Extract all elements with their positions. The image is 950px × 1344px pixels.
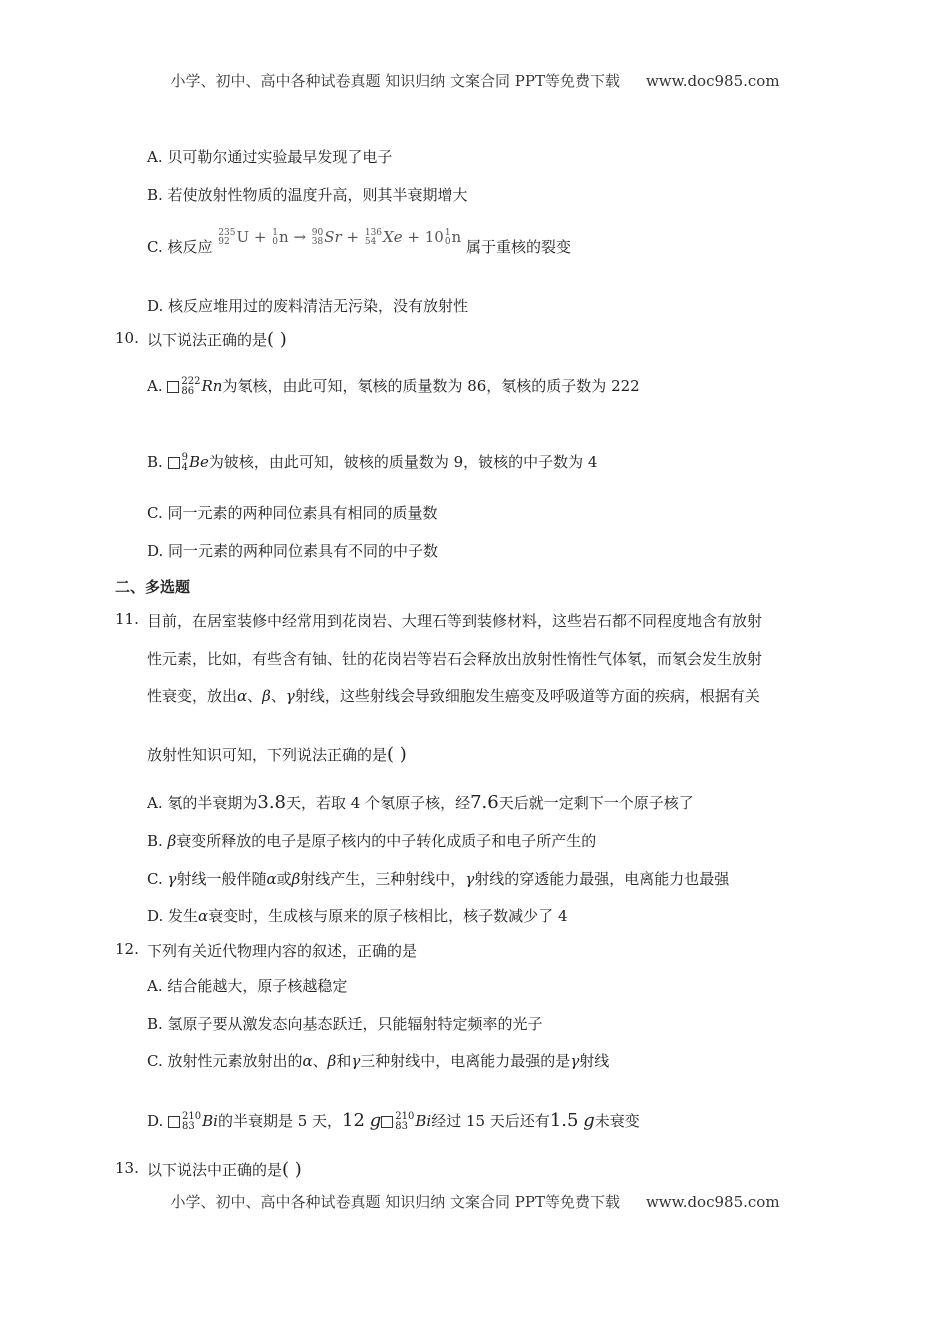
placeholder-box-icon [167, 381, 179, 393]
placeholder-box-icon [168, 1116, 180, 1128]
q10-option-b: B. 9 4 Be为铍核，由此可知，铍核的质量数为 9，铍核的中子数为 4 [147, 452, 598, 473]
q9-option-c-suffix: 属于重核的裂变 [466, 238, 572, 256]
q12-stem: 下列有关近代物理内容的叙述，正确的是 [147, 942, 418, 960]
q9-option-c [147, 228, 572, 257]
section-title: 二、多选题 [115, 578, 191, 596]
q11-option-b: B. β衰变所释放的电子是原子核内的中子转化成质子和电子所产生的 [147, 832, 597, 850]
q11-option-c: C. γ射线一般伴随α或β射线产生，三种射线中，γ射线的穿透能力最强，电离能力也最强 [147, 870, 730, 888]
q10-option-a: A. 222 86 Rn为氡核，由此可知，氡核的质量数为 86，氡核的质子数为 222 [147, 376, 640, 397]
q9-option-c-prefix: C. 核反应 [147, 238, 213, 256]
q12-option-c: C. 放射性元素放射出的α、β和γ三种射线中，电离能力最强的是γ射线 [147, 1052, 610, 1070]
q9-nuclear-equation: 235 92 U + 1 0 n → 90 38 Sr + 136 54 Xe + 10 1 0 n [218, 228, 462, 247]
q12-option-b: B. 氢原子要从激发态向基态跃迁，只能辐射特定频率的光子 [147, 1015, 543, 1033]
page-header [0, 70, 950, 91]
footer-text: 小学、初中、高中各种试卷真题 知识归纳 文案合同 PPT等免费下载 [170, 1193, 620, 1211]
q11-option-a: A. 氡的半衰期为3.8天，若取 4 个氡原子核，经7.6天后就一定剩下一个原子核了 [147, 792, 694, 813]
q11-line-2: 性元素，比如，有些含有铀、钍的花岗岩等岩石会释放出放射性惰性气体氡，而氡会发生放射 [147, 650, 763, 668]
q11-number: 11. [115, 610, 139, 628]
q12-option-a: A. 结合能越大，原子核越稳定 [147, 977, 348, 995]
page-footer [0, 1191, 950, 1212]
footer-site[interactable]: www.doc985.com [645, 1193, 780, 1211]
q11-option-d: D. 发生α衰变时，生成核与原来的原子核相比，核子数减少了 4 [147, 907, 568, 925]
q10-stem: 以下说法正确的是( ) [147, 329, 287, 350]
q10-number: 10. [115, 329, 139, 347]
q9-option-b: B. 若使放射性物质的温度升高，则其半衰期增大 [147, 186, 468, 204]
q12-option-d: D. 210 83 Bi的半衰期是 5 天，12 g 210 83 Bi经过 15 天后还有1.5 g未衰变 [147, 1110, 640, 1132]
placeholder-box-icon [168, 457, 180, 469]
header-text: 小学、初中、高中各种试卷真题 知识归纳 文案合同 PPT等免费下载 [170, 72, 620, 90]
q13-number: 13. [115, 1159, 139, 1177]
q13-stem: 以下说法中正确的是( ) [147, 1159, 302, 1180]
q9-option-a: A. 贝可勒尔通过实验最早发现了电子 [147, 148, 393, 166]
q10-option-c: C. 同一元素的两种同位素具有相同的质量数 [147, 504, 438, 522]
q11-line-1: 目前，在居室装修中经常用到花岗岩、大理石等到装修材料，这些岩石都不同程度地含有放射 [147, 612, 763, 630]
q11-line-4: 放射性知识可知，下列说法正确的是( ) [147, 744, 407, 765]
header-site[interactable]: www.doc985.com [645, 72, 780, 90]
q11-line-3: 性衰变，放出α、β、γ射线，这些射线会导致细胞发生癌变及呼吸道等方面的疾病，根据有关 [147, 687, 760, 705]
placeholder-box-icon [381, 1116, 393, 1128]
q10-option-d: D. 同一元素的两种同位素具有不同的中子数 [147, 542, 439, 560]
q9-option-d: D. 核反应堆用过的废料清洁无污染，没有放射性 [147, 297, 469, 315]
q12-number: 12. [115, 940, 139, 958]
